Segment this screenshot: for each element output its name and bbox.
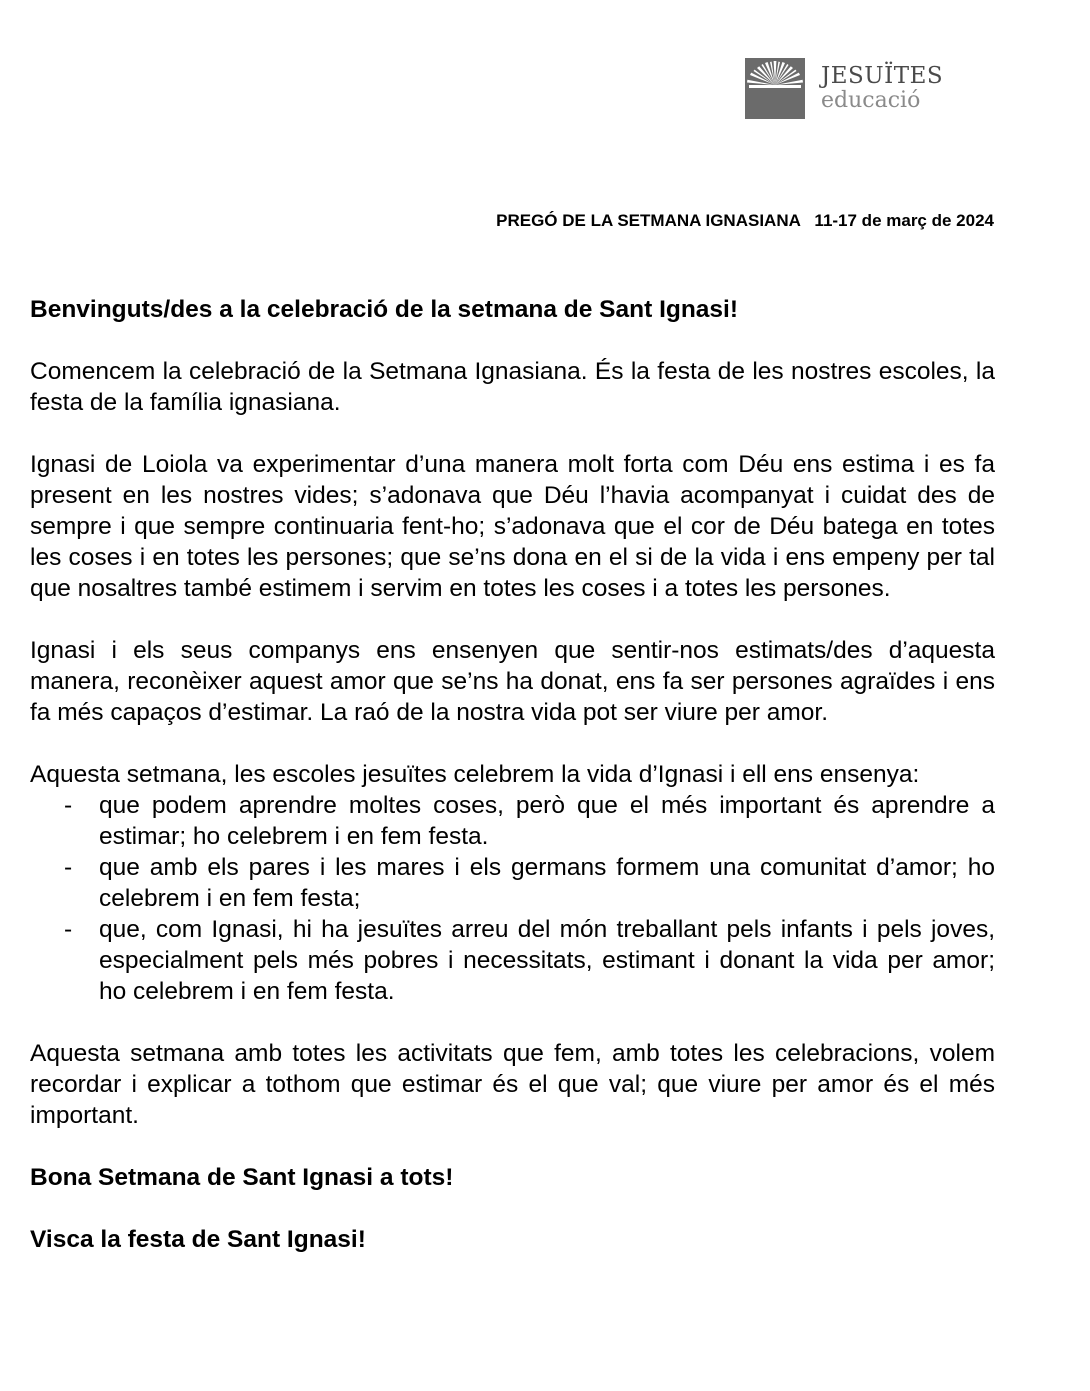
list-dash: -: [64, 792, 73, 819]
list-item-text: que podem aprendre moltes coses, però que el més important és aprendre a estimar; ho celebrem i en fem festa.: [99, 792, 995, 850]
closing-line-visca: Visca la festa de Sant Ignasi!: [30, 1226, 366, 1253]
logo-text-educacio: educació: [821, 88, 921, 113]
paragraph-ignasi-loiola: Ignasi de Loiola va experimentar d’una manera molt forta com Déu ens estima i es fa present en les nostres vides; s’adonava que Déu l’havia acompanyat i cuidat des de sempre i que sempre continuaria fent-ho; s’adonava que el cor de Déu batega en totes les coses i en totes les persones; que se’ns dona en el si de la vida i ens empeny per tal que nosaltres també estimem i servim en totes les coses i a totes les persones.: [30, 451, 995, 602]
list-item: [30, 914, 995, 1007]
document-header: [496, 209, 994, 233]
jesuit-sun-rays-icon: [745, 58, 805, 119]
header-title: PREGÓ DE LA SETMANA IGNASIANA: [496, 211, 801, 230]
document-body: [30, 294, 995, 1255]
list-dash: -: [64, 854, 73, 881]
header-dates: 11-17 de març de 2024: [814, 211, 994, 230]
logo-text-jesuites: JESUÏTES: [821, 63, 944, 89]
paragraph-companys: Ignasi i els seus companys ens ensenyen que sentir-nos estimats/des d’aquesta manera, reconèixer aquest amor que se’ns ha donat, ens fa ser persones agraïdes i ens fa més capaços d’estimar. La raó de la nostra vida pot ser viure per amor.: [30, 637, 995, 726]
greeting-heading: Benvinguts/des a la celebració de la setmana de Sant Ignasi!: [30, 296, 739, 323]
list-item-text: que, com Ignasi, hi ha jesuïtes arreu del món treballant pels infants i pels joves, especialment pels més pobres i necessitats, estimant i donant la vida per amor; ho celebrem i en fem festa.: [99, 916, 995, 1005]
list-item-text: que amb els pares i les mares i els germans formem una comunitat d’amor; ho celebrem i en fem festa;: [99, 854, 995, 912]
paragraph-intro: Comencem la celebració de la Setmana Ignasiana. És la festa de les nostres escoles, la festa de la família ignasiana.: [30, 358, 995, 416]
paragraph-final: Aquesta setmana amb totes les activitats que fem, amb totes les celebracions, volem recordar i explicar a tothom que estimar és el que val; que viure per amor és el més important.: [30, 1040, 995, 1129]
teachings-list: [30, 790, 995, 1007]
list-item: [30, 852, 995, 914]
jesuites-educacio-logo: [745, 58, 945, 120]
paragraph-aquesta-setmana: Aquesta setmana, les escoles jesuïtes celebrem la vida d’Ignasi i ell ens ensenya:: [30, 761, 920, 788]
closing-line-bona-setmana: Bona Setmana de Sant Ignasi a tots!: [30, 1164, 454, 1191]
list-dash: -: [64, 916, 73, 943]
list-item: [30, 790, 995, 852]
